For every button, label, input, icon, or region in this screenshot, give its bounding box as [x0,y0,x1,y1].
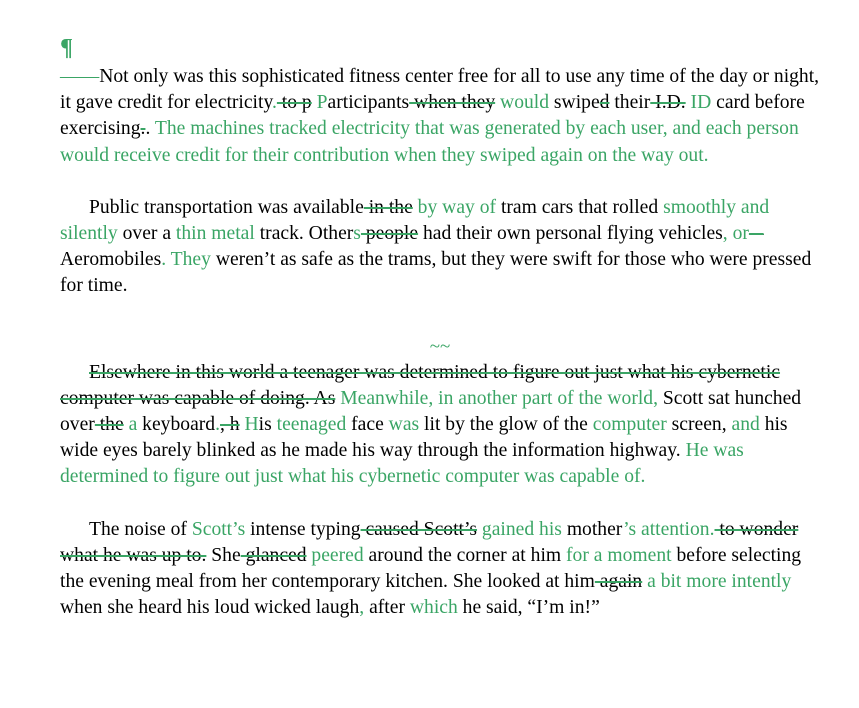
body-text: track. Other [254,223,354,245]
inserted-text: , or [722,223,749,245]
body-text: had their own personal flying vehicles [418,223,723,245]
inserted-text: Scott’s [191,518,246,540]
deleted-text: again [594,571,643,593]
inserted-text: teenaged [276,414,347,436]
inserted-text: ’s attention. [623,518,715,540]
deleted-text: glanced [240,544,307,566]
deleted-text: when they [409,92,496,114]
body-text: keyboard [137,414,216,436]
body-text: articipants [327,92,410,114]
paragraph-gap [60,491,820,517]
inserted-text: peered [306,544,364,566]
inserted-text: . They [161,249,211,271]
inserted-text: for a moment [566,544,672,566]
inserted-text: gained his [477,518,562,540]
body-text: over a [117,223,176,245]
body-text: screen, [666,414,732,436]
body-text: tram cars that rolled [496,196,664,218]
body-text: Aeromobiles [60,249,162,271]
inserted-text: He was determined to figure out just what his cybernetic computer was capable of. [60,440,744,488]
body-text: their [609,92,651,114]
body-text: Public transportation was available [89,196,364,218]
body-text: Not only was this sophisticated fitness center free for all to use any time of the day or night, it gave credit for electricity [60,66,820,114]
inserted-text: thin metal [175,223,255,245]
body-text: weren’t as safe as the trams, but they were swift for those who were pressed for time. [60,249,812,297]
inserted-text: would [495,92,550,114]
paragraph-scott-mother [60,517,820,622]
body-text: when she heard his loud wicked laugh [60,597,360,619]
document-page [60,34,820,621]
inserted-text: a [123,414,138,436]
inserted-text: Meanwhile, in another part of the world, [335,387,658,409]
inserted-text: H [239,414,259,436]
inserted-text: was [388,414,420,436]
inserted-text: . [271,92,277,114]
paragraph-gap [60,169,820,195]
inserted-text: smoothly and silently [60,196,770,245]
paragraph-fitness-center [60,64,820,169]
inserted-text: and [731,414,760,436]
deleted-text: d [599,92,610,114]
body-text: intense typing [245,518,361,540]
body-text: swipe [549,92,600,114]
inserted-text: computer [592,414,667,436]
paragraph-scott-keyboard [60,360,820,491]
inserted-text: The machines tracked electricity that was generated by each user, and each person would receive credit for their contribution when they swiped again on the way out. [60,118,799,166]
deleted-text: . [140,118,146,140]
body-text: he said, “I’m in!” [457,597,600,619]
deleted-text: Elsewhere in this world a teenager was determined to figure out just what his cybernetic computer was capable of doing. As [60,361,781,409]
deleted-text: I.D. [650,92,686,114]
inserted-text: s [353,223,361,245]
body-text: his wide eyes barely blinked as he made his way through the information highway. [60,414,788,462]
deleted-text: to wonder what he was up to. [60,518,799,566]
body-text: The noise of [89,518,192,540]
pilcrow-mark: ¶ [60,35,73,61]
body-text: around the corner at him [363,544,567,566]
inserted-text: P [316,92,328,114]
body-text: mother [561,518,624,540]
body-text: before selecting the evening meal from her contemporary kitchen. She looked at him [60,544,802,593]
body-text: card before exercising [60,92,805,140]
body-text: . [145,118,151,140]
deleted-text: , h [220,414,240,436]
inserted-text: a bit more intently [642,571,792,593]
body-text: She [206,544,241,566]
body-text: Scott sat hunched over [60,387,802,436]
deleted-text: people [360,223,419,245]
scene-separator: ~~ [429,335,451,357]
inserted-text: which [409,597,458,619]
inserted-text: by way of [412,196,497,218]
deleted-text: in the [363,196,413,218]
inserted-text: , [359,597,365,619]
deleted-text: to p [276,92,312,114]
body-text: is [258,414,277,436]
inserted-text: . [215,414,220,436]
deleted-text: caused Scott’s [360,518,478,540]
body-text: lit by the glow of the [419,414,593,436]
body-text: face [346,414,389,436]
inserted-text: ID [685,92,712,114]
paragraph-public-transportation [60,195,820,300]
deleted-text: the [94,414,124,436]
paragraph-gap [60,300,820,326]
inserted-text: —— [60,66,100,87]
body-text: after [364,597,410,619]
deleted-text: – [748,223,764,245]
